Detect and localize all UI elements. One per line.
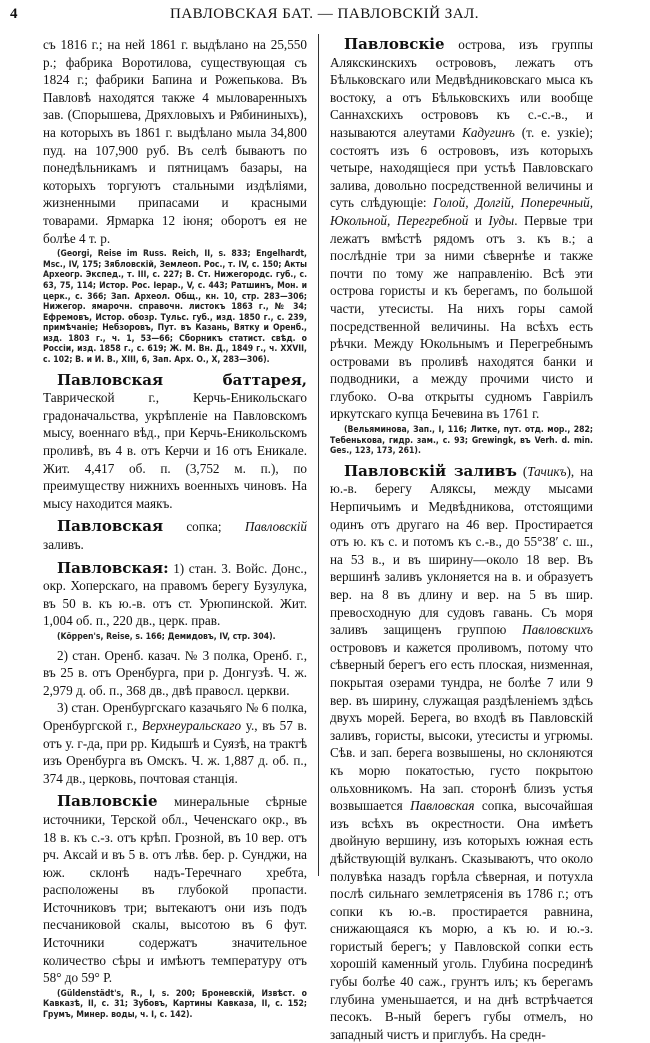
italic-term: Верхнеуральскаго <box>141 717 242 733</box>
italic-term: Кадугинъ <box>462 124 515 140</box>
body-text: ( <box>516 463 528 479</box>
body-text: заливъ. <box>43 537 84 552</box>
right-column <box>330 36 593 1043</box>
body-text: острова, изъ группы Алякскинскихъ острововъ, лежатъ отъ Бѣльковскаго или Медвѣдниковскаго мыса къ востоку, а отъ Бѣльковскихъ или вообще Саннахскихъ острововъ къ с.-с.-в., и называются алеутами <box>330 37 593 140</box>
reference-note <box>43 989 307 1021</box>
page-number: 4 <box>10 6 18 22</box>
entry-headword: Павловская баттарея, <box>57 370 307 389</box>
italic-term: Тачикъ <box>527 463 567 479</box>
body-text: острововъ и кажется проливомъ, потому что сѣверный берегъ его есть плоская, низменная, покрытая озерами тундра, не болѣе 7 или 9 вер. въ ширину, служащая раздѣленіемъ здѣсь двухъ морей. Берега, во входѣ въ Павловскій заливъ, гористы, высоки, утесисты и угрюмы. Сѣв. и зап. берега возвышены, но склоняются къ морю покатостью, густо покрытою ольховникомъ. На зап. сторонѣ близъ устья возвышается <box>330 639 593 814</box>
article-paragraph <box>43 518 307 553</box>
body-text: сопка, высочайшая изъ всѣхъ въ окрестности. Она имѣетъ двойную вершину, изъ которыхъ южная есть дѣйствующій вулканъ. Сказываютъ, что около полувѣка назадъ горѣла сѣверная, и потухла послѣ сильнаго землетрясенія въ 1786 г.; отъ сопки къ ю.-в. простирается равнина, снижающаяся къ морю, а къ ю. и ю.-з. гористый берегъ; у Павловской сопки есть хорошій каменный уголь. Глубина посрединѣ губы болѣе 40 саж., грунтъ илъ; къ берегамъ глубина уменьшается, и на днѣ встрѣчается песокъ. В-ный берегъ губы отмелъ, но западный чистъ и приглубъ. На средн- <box>330 798 593 1042</box>
body-text: (т. е. узкіе); состоятъ изъ 6 острововъ, изъ которыхъ четыре, находящіеся при устьѣ Павловскаго залива, довольно посредственной величины и суть слѣдующіе: <box>330 124 593 211</box>
body-text: (Güldenstädt's, R., I, s. 200; Броневскій, Извѣст. о Кавказѣ, II, с. 31; Зубовъ, Картины Кавказа, II, с. 152; Грумъ, Минер. воды, ч. I, с. 142). <box>43 988 307 1021</box>
body-text: минеральные сѣрные источники, Терской обл., Чеченскаго окр., въ 18 в. къ с.-з. отъ крѣп. Грозной, въ 10 вер. отъ рч. Аксай и въ 5 в. отъ лѣв. бер. р. Сунджи, на юж. склонѣ надъ-Теречнаго хребта, расположены въ глубокой пропасти. Источниковъ три; вытекаютъ они изъ подъ песчаниковой скалы, высотою въ 6 фут. Источники содержатъ значительное количество сѣры и имѣютъ температуру отъ 58° до 59° Р. <box>43 794 307 986</box>
entry-headword: Павловская <box>57 517 164 536</box>
body-text: сопка; <box>163 519 245 535</box>
body-text: ), на ю.-в. берегу Аляксы, между мысами Нерпичьимъ и Медвѣдникова, отстоящими одинъ отъ другаго на 46 вер. Простирается отъ ю. къ с. и потомъ къ с.-в., до 55°38′ с. ш., на 53 в., и въ ширину—около 18 вер. Въ вершинѣ заливъ уклоняется на в. и образуетъ вер. на 8 въ длину и вер. на 5 въ шир. превосходную для судовъ гавань. Съ моря заливъ защищенъ группою <box>330 463 593 638</box>
reference-note <box>43 249 307 366</box>
body-text: 1) стан. 3. Войс. Донс., окр. Хоперскаго, на правомъ берегу Бузулука, въ 50 в. къ ю.-в. отъ ст. Урюпинской. Жит. 1,004 об. п., 220 дв., церк. прав. <box>43 560 307 629</box>
article-paragraph <box>43 36 307 247</box>
page-title: ПАВЛОВСКАЯ БАТ. — ПАВЛОВСКІЙ ЗАЛ. <box>170 6 480 22</box>
running-header <box>0 4 650 24</box>
article-paragraph <box>43 647 307 700</box>
article-paragraph <box>43 560 307 630</box>
body-text: (Вельяминова, Зап., I, 116; Литке, пут. отд. мор., 282; Тебенькова, гидр. зам., с. 93; Grewingk, въ Verh. d. min. Ges., 123, 173, 261). <box>330 425 593 457</box>
left-column <box>43 36 307 1025</box>
italic-term: Павловская <box>410 798 475 814</box>
article-paragraph <box>330 463 593 1043</box>
article-paragraph <box>43 372 307 513</box>
article-paragraph <box>43 699 307 787</box>
entry-headword: Павловская: <box>57 558 169 577</box>
italic-term: Голой, Долгій, Поперечный, Юкольной, Перегребной <box>330 195 593 228</box>
entry-headword: Павловскіе <box>344 35 445 53</box>
article-paragraph <box>330 36 593 423</box>
body-text: . Первые три лежатъ вмѣстѣ рядомъ отъ з. къ в.; а послѣдніе три за ними сѣвернѣе и также почти по тому же направленію. Всѣ эти острова гористы и къ берегамъ, по большой части, утесисты. На нихъ горы самой посредственной величины. На всѣхъ есть рѣчки. Между Юкольнымъ и Перегребнымъ островами въ проливѣ находятся банки и подводники, а между прочими чисто и глубоко. О-ва открыты судномъ Гавріилъ иркутскаго купца Бечевина въ 1761 г. <box>330 212 593 422</box>
entry-headword: Павловскій заливъ <box>344 461 517 480</box>
italic-term: Іуды <box>488 212 515 228</box>
reference-note <box>330 425 593 457</box>
article-paragraph <box>43 793 307 987</box>
body-text: 2) стан. Оренб. казач. № 3 полка, Оренб. г., въ 25 в. отъ Оренбурга, при р. Донгузѣ. Ч. ж. 2,979 д. об. п., 368 дв., двѣ правосл. церкви. <box>43 647 307 698</box>
column-divider <box>318 34 319 876</box>
body-text: у., въ 57 в. отъ у. г-да, при рр. Кидышѣ и Суязѣ, на трактѣ изъ Оренбурга въ Омскъ. Ч. ж. 1,887 д. об. п., 374 дв., церковь, почтовая станція. <box>43 717 308 786</box>
body-text: и <box>468 212 489 228</box>
body-text: 3) стан. Оренбургскаго казачьяго № 6 полка, Оренбургской г., <box>43 700 307 733</box>
body-text: съ 1816 г.; на ней 1861 г. выдѣлано на 25,550 р.; фабрика Воротилова, существующая съ 1824 г.; фабрики Бапина и Рожепькова. Въ Павловѣ находятся также 4 мыловаренныхъ зав. (Спорышева, Дряхловыхъ и Рябининыхъ), на которыхъ въ 1861 г. выдѣлано мыла 34,800 пуд. на 107,900 руб. Въ селѣ бываютъ по понедѣльникамъ и пятницамъ базары, на которыхъ торгуютъ стальными издѣліями, жизненными припасами и красными товарами. Ярмарка 12 іюня; оборотъ ея не болѣе 4 т. р. <box>43 37 307 246</box>
body-text: Таврической г., Керчь-Еникольскаго градоначальства, укрѣпленіе на Павловскомъ мысу, военнаго вѣд., при Керчь-Еникольскомъ проливѣ, въ 4 в. отъ Керчи и 16 отъ Еникале. Жит. 4,417 об. п. (3,752 м. п.), по преимуществу нижнихъ военныхъ чиновъ. На мысу находится маякъ. <box>43 390 307 511</box>
italic-term: Павловскихъ <box>522 622 593 638</box>
body-text: (Georgi, Reise im Russ. Reich, II, s. 833; Engelhardt, Msc., IV, 175; Зябловскій, Землеоп. Рос., т. IV, с. 150; Акты Археогр. Экспед., т. III, с. 227; В. Ст. Нижегородс. губ., с. 63, 75, 114; Истор. Рос. Іерар., V, с. 443; Ратшинъ, Мон. и церк., с. 366; Зап. Археол. Общ., кн. 10, стр. 283—306; Нижегор. ямарочн. справочн. листокъ 1863 г., № 34; Ефремовъ, Истор. обозр. Тульс. губ., изд. 1850 г., с. 239, примѣчаніе; Небзоровъ, Пут. въ Казань, Вятку и Оренб., изд. 1803 г., ч. 1, 53—66; Сборникъ статист. свѣд. о Россіи, изд. 1858 г., с. 619; Ж. М. Вн. Д., 1849 г., ч. XXVII, с. 102; В. и И. В., XIII, 6, Зап. Арх. О., X, 283—306). <box>43 249 307 366</box>
body-text: (Köppen's, Reise, s. 166; Демидовъ, IV, стр. 304). <box>57 631 276 642</box>
italic-term: Павловскій <box>244 519 307 535</box>
reference-note <box>43 632 307 643</box>
entry-headword: Павловскіе <box>57 792 158 811</box>
